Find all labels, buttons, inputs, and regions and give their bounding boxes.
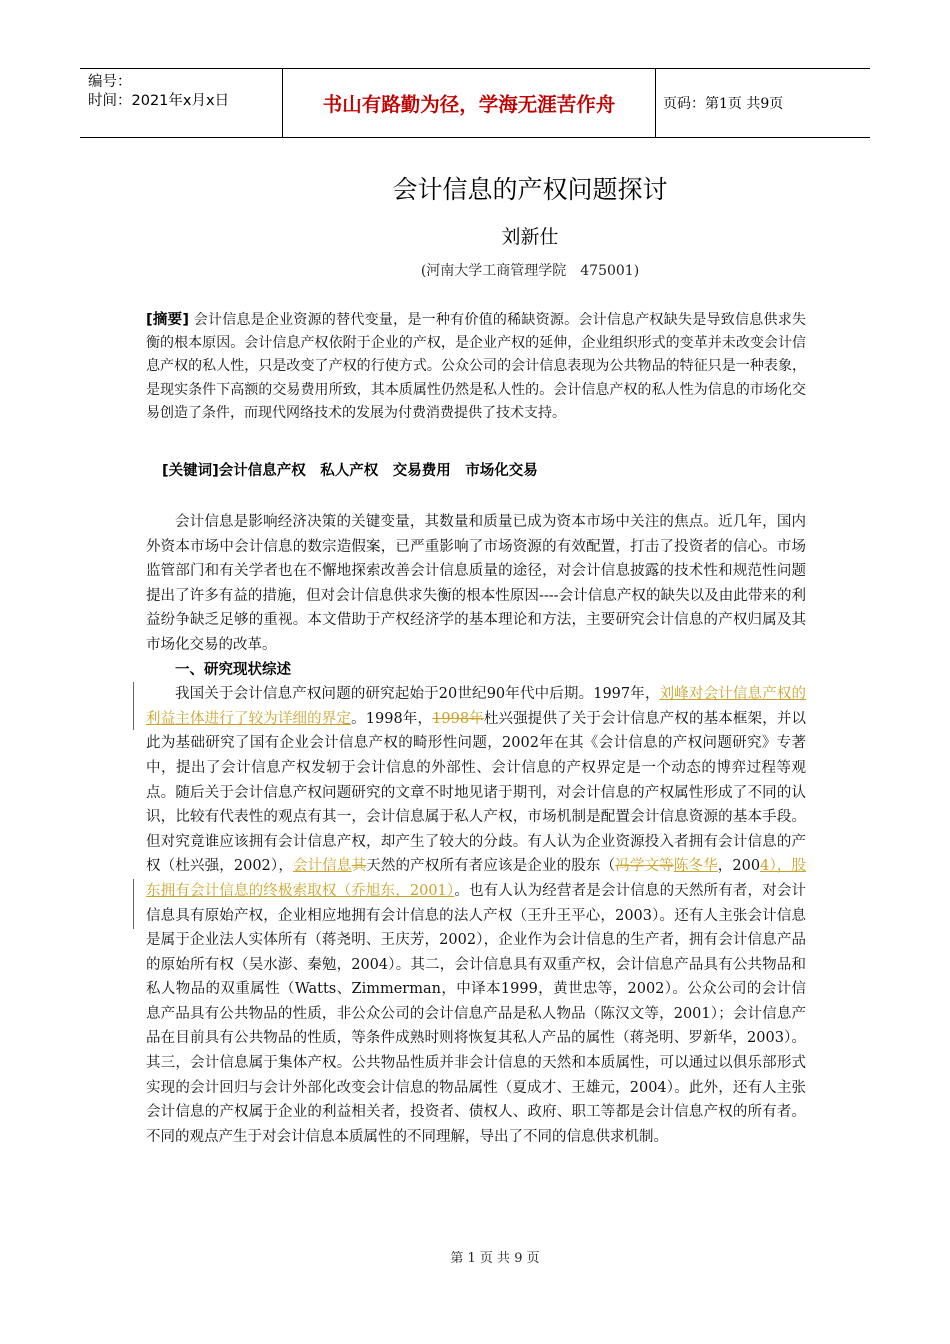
author-name: 刘新仕 [501, 226, 559, 248]
header-meta [88, 73, 278, 111]
header-page-number: 页码：第1页 共9页 [663, 96, 784, 112]
tracked-insertion: 会计信息 [292, 858, 352, 875]
keywords [162, 459, 538, 480]
revision-change-bar [133, 879, 134, 929]
revision-change-bar [133, 682, 134, 730]
abstract-label: [摘要] [146, 312, 189, 328]
page-header [80, 68, 870, 138]
abstract [146, 309, 806, 425]
main-body [146, 510, 806, 1149]
tracked-deletion: 1998年 [432, 710, 484, 727]
tracked-insertion: 刘峰对会计信息产权的利益主体进行了较为详细的界定 [146, 686, 807, 727]
text-run: 。1998年， [351, 710, 433, 727]
document-title: 会计信息的产权问题探讨 [392, 175, 668, 204]
section-paragraph [146, 682, 806, 1149]
text-run: ，200 [717, 858, 761, 875]
author-affiliation: (河南大学工商管理学院 475001) [420, 263, 640, 279]
header-motto: 书山有路勤为径，学海无涯苦作舟 [322, 93, 616, 116]
tracked-insertion: 4），股东拥有会计信息的终极索取权（乔旭东，2001） [146, 858, 807, 899]
intro-paragraph: 会计信息是影响经济决策的关键变量，其数量和质量已成为资本市场中关注的焦点。近几年，国内外资本市场中会计信息的数宗造假案，已严重影响了市场资源的有效配置，打击了投资者的信心。市场监管部门和有关学者也在不懈地探索改善会计信息质量的途径，对会计信息披露的技术性和规范性问题提出了许多有益的措施，但对会计信息供求失衡的根本性原因----会计信息产权的缺失以及由此带来的利益纷争缺乏足够的重视。本文借助于产权经济学的基本理论和方法，主要研究会计信息的产权归属及其市场化交易的改革。 [146, 514, 806, 653]
abstract-text: 会计信息是企业资源的替代变量，是一种有价值的稀缺资源。会计信息产权缺失是导致信息供求失衡的根本原因。会计信息产权依附于企业的产权，是企业产权的延伸，企业组织形式的变革并未改变会计信息产权的私人性，只是改变了产权的行使方式。公众公司的会计信息表现为公共物品的特征只是一种表象，是现实条件下高额的交易费用所致，其本质属性仍然是私人性的。会计信息产权的私人性为信息的市场化交易创造了条件，而现代网络技术的发展为付费消费提供了技术支持。 [146, 312, 807, 421]
tracked-deletion: 其 [351, 858, 367, 875]
keywords-text: 会计信息产权 私人产权 交易费用 市场化交易 [218, 463, 538, 479]
keywords-label: [关键词] [162, 463, 219, 479]
text-run: 。也有人认为经营者是会计信息的天然所有者，对会计信息具有原始产权，企业相应地拥有会计信息的法人产权（王升王平心，2003）。还有人主张会计信息是属于企业法人实体所有（蒋尧明、王庆芳，2002），企业作为会计信息的生产者，拥有会计信息产品的原始所有权（吴水澎、秦勉，2004）。其二，会计信息具有双重产权，会计信息产品具有公共物品和私人物品的双重属性（Watts、Zimmerman，中译本1999，黄世忠等，2002）。公众公司的会计信息产品具有公共物品的性质，非公众公司的会计信息产品是私人物品（陈汉文等，2001）；会计信息产品在目前具有公共物品的性质，等条件成熟时则将恢复其私人产品的属性（蒋尧明、罗新华，2003）。其三，会计信息属于集体产权。公共物品性质并非会计信息的天然和本质属性，可以通过以俱乐部形式实现的会计回归与会计外部化改变会计信息的物品属性（夏成才、王雄元，2004）。此外，还有人主张会计信息的产权属于企业的利益相关者，投资者、债权人、政府、职工等都是会计信息产权的所有者。不同的观点产生于对会计信息本质属性的不同理解，导出了不同的信息供求机制。 [146, 882, 807, 1145]
text-run: 我国关于会计信息产权问题的研究起始于20世纪90年代中后期。1997年， [175, 686, 660, 703]
document-number: 编号： [88, 74, 132, 90]
page-footer: 第 1 页 共 9 页 [450, 1251, 540, 1266]
tracked-insertion: 陈冬华 [673, 858, 718, 875]
header-divider [655, 69, 656, 137]
text-run: 天然的产权所有者应该是企业的股东（ [366, 858, 616, 875]
document-time: 时间：2021年x月x日 [88, 93, 230, 109]
text-run: 杜兴强提供了关于会计信息产权的基本框架，并以此为基础研究了国有企业会计信息产权的畸形性问题，2002年在其《会计信息的产权问题研究》专著中，提出了会计信息产权发轫于会计信息的外部性、会计信息的产权界定是一个动态的博弈过程等观点。随后关于会计信息产权问题研究的文章不时地见诸于期刊，对会计信息的产权属性形成了不同的认识，比较有代表性的观点有其一，会计信息属于私人产权，市场机制是配置会计信息资源的基本手段。但对究竟谁应该拥有会计信息产权，却产生了较大的分歧。有人认为企业资源投入者拥有会计信息的产权（杜兴强，2002）， [146, 710, 807, 875]
tracked-deletion: 冯学文等 [615, 858, 674, 875]
section-heading: 一、研究现状综述 [175, 661, 291, 678]
